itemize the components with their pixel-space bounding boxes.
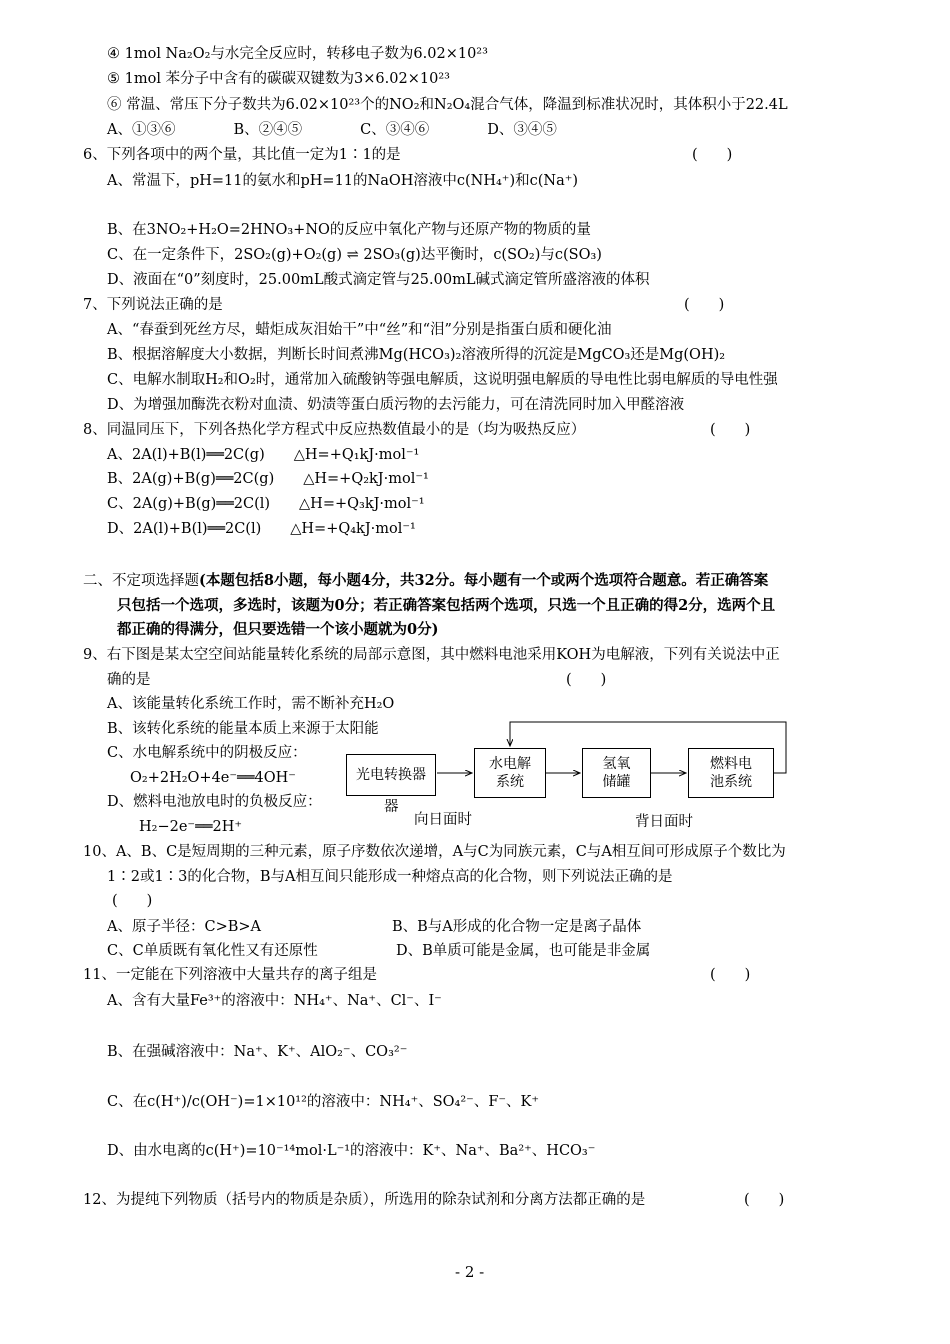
section2-rule-2: 只包括一个选项，多选时，该题为0分；若正确答案包括两个选项，只选一个且正确的得2分，选两个且: [117, 597, 776, 614]
box-water-electrolysis-line2: 系统: [496, 774, 524, 790]
q5-choices: A、①③⑥ B、②④⑤ C、③④⑥ D、③④⑤: [107, 122, 557, 138]
q9-answer-paren: ( ): [566, 672, 607, 688]
q10-stem-1: 10、A、B、C是短周期的三种元素，原子序数依次递增，A与C为同族元素，C与A相互间可形成原子个数比为: [83, 844, 786, 860]
q6-option-c: C、在一定条件下，2SO₂(g)+O₂(g) ⇌ 2SO₃(g)达平衡时，c(SO₂)与c(SO₃): [107, 247, 602, 263]
q9-option-a: A、该能量转化系统工作时，需不断补充H₂O: [107, 696, 395, 712]
q12-stem: 12、为提纯下列物质（括号内的物质是杂质），所选用的除杂试剂和分离方法都正确的是: [83, 1192, 646, 1208]
box-hydrogen-oxygen-tank: [582, 748, 651, 798]
q11-option-b: B、在强碱溶液中：Na⁺、K⁺、AlO₂⁻、CO₃²⁻: [107, 1044, 408, 1060]
q8-option-d: D、2A(l)+B(l)══2C(l) △H=+Q₄kJ·mol⁻¹: [107, 521, 416, 537]
section2-rule-3: 都正确的得满分，但只要选错一个该小题就为0分): [117, 621, 439, 638]
q11-option-a: A、含有大量Fe³⁺的溶液中：NH₄⁺、Na⁺、Cl⁻、I⁻: [107, 993, 442, 1009]
q7-answer-paren: ( ): [684, 297, 725, 313]
q8-answer-paren: ( ): [710, 422, 751, 438]
q9-option-d-equation: H₂−2e⁻══2H⁺: [139, 819, 243, 835]
q9-option-c: C、水电解系统中的阴极反应：: [107, 745, 307, 761]
box-tank-line1: 氢氧: [602, 756, 631, 772]
q11-option-d: D、由水电离的c(H⁺)=10⁻¹⁴mol·L⁻¹的溶液中：K⁺、Na⁺、Ba²⁺、HCO₃⁻: [107, 1143, 596, 1159]
section2-title: 二、不定项选择题: [83, 573, 199, 589]
label-sun-facing: 向日面时: [414, 812, 472, 828]
box-photoelectric-converter: 光电转换器: [346, 754, 436, 796]
q8-option-c: C、2A(g)+B(g)══2C(l) △H=+Q₃kJ·mol⁻¹: [107, 496, 425, 512]
q10-option-b: B、B与A形成的化合物一定是离子晶体: [392, 919, 642, 935]
q12-answer-paren: ( ): [744, 1192, 785, 1208]
box-water-electrolysis-line1: 水电解: [489, 756, 531, 772]
q6-option-d: D、液面在“0”刻度时，25.00mL酸式滴定管与25.00mL碱式滴定管所盛溶液的体积: [107, 272, 650, 288]
q10-option-a: A、原子半径：C>B>A: [107, 919, 261, 935]
q10-answer-paren: ( ): [112, 893, 153, 909]
q6-option-a: A、常温下，pH=11的氨水和pH=11的NaOH溶液中c(NH₄⁺)和c(Na⁺): [107, 173, 579, 189]
q9-stem-2: 确的是: [107, 672, 151, 688]
section2-rule-1: (本题包括8小题，每小题4分，共32分。每小题有一个或两个选项符合题意。若正确答案: [199, 572, 769, 589]
q8-option-a: A、2A(l)+B(l)══2C(g) △H=+Q₁kJ·mol⁻¹: [107, 447, 420, 463]
q11-answer-paren: ( ): [710, 967, 751, 983]
q7-option-c: C、电解水制取H₂和O₂时，通常加入硫酸钠等强电解质，这说明强电解质的导电性比弱电解质的导电性强: [107, 372, 778, 388]
q7-option-d: D、为增强加酶洗衣粉对血渍、奶渍等蛋白质污物的去污能力，可在清洗同时加入甲醛溶液: [107, 397, 685, 413]
box-fuel-cell-system: [688, 748, 774, 798]
q8-option-b: B、2A(g)+B(g)══2C(g) △H=+Q₂kJ·mol⁻¹: [107, 471, 429, 487]
q6-option-b: B、在3NO₂+H₂O=2HNO₃+NO的反应中氧化产物与还原产物的物质的量: [107, 222, 591, 238]
q11-stem: 11、一定能在下列溶液中大量共存的离子组是: [83, 967, 377, 983]
statement-4: ④ 1mol Na₂O₂与水完全反应时，转移电子数为6.02×10²³: [107, 46, 488, 62]
q10-stem-2: 1∶2或1∶3的化合物，B与A相互间只能形成一种熔点高的化合物，则下列说法正确的是: [107, 869, 673, 885]
q10-option-c: C、C单质既有氧化性又有还原性: [107, 943, 318, 959]
box-photoelectric-converter-overflow: 器: [384, 799, 399, 815]
q7-option-b: B、根据溶解度大小数据，判断长时间煮沸Mg(HCO₃)₂溶液所得的沉淀是MgCO₃还是Mg(OH)₂: [107, 347, 726, 363]
label-shade-facing: 背日面时: [635, 814, 693, 830]
q6-stem: 6、下列各项中的两个量，其比值一定为1∶1的是: [83, 147, 401, 163]
q9-option-c-equation: O₂+2H₂O+4e⁻══4OH⁻: [130, 770, 296, 786]
q6-answer-paren: ( ): [692, 147, 733, 163]
q9-option-b: B、该转化系统的能量本质上来源于太阳能: [107, 721, 379, 737]
box-water-electrolysis: [474, 748, 546, 798]
box-tank-line2: 储罐: [602, 774, 631, 790]
page-number: - 2 -: [455, 1263, 485, 1281]
q9-stem-1: 9、右下图是某太空空间站能量转化系统的局部示意图，其中燃料电池采用KOH为电解液，下列有关说法中正: [83, 647, 780, 663]
q10-option-d: D、B单质可能是金属，也可能是非金属: [396, 943, 651, 959]
statement-6: ⑥ 常温、常压下分子数共为6.02×10²³个的NO₂和N₂O₄混合气体，降温到标准状况时，其体积小于22.4L: [107, 97, 788, 113]
q11-option-c: C、在c(H⁺)/c(OH⁻)=1×10¹²的溶液中：NH₄⁺、SO₄²⁻、F⁻、K⁺: [107, 1094, 540, 1110]
q7-stem: 7、下列说法正确的是: [83, 297, 223, 313]
box-fuel-cell-line2: 池系统: [710, 774, 752, 790]
box-fuel-cell-line1: 燃料电: [710, 756, 752, 772]
statement-5: ⑤ 1mol 苯分子中含有的碳碳双键数为3×6.02×10²³: [107, 71, 450, 87]
q7-option-a: A、“春蚕到死丝方尽，蜡炬成灰泪始干”中“丝”和“泪”分别是指蛋白质和硬化油: [107, 322, 612, 338]
q9-option-d: D、燃料电池放电时的负极反应：: [107, 794, 322, 810]
q8-stem: 8、同温同压下，下列各热化学方程式中反应热数值最小的是（均为吸热反应）: [83, 422, 586, 438]
